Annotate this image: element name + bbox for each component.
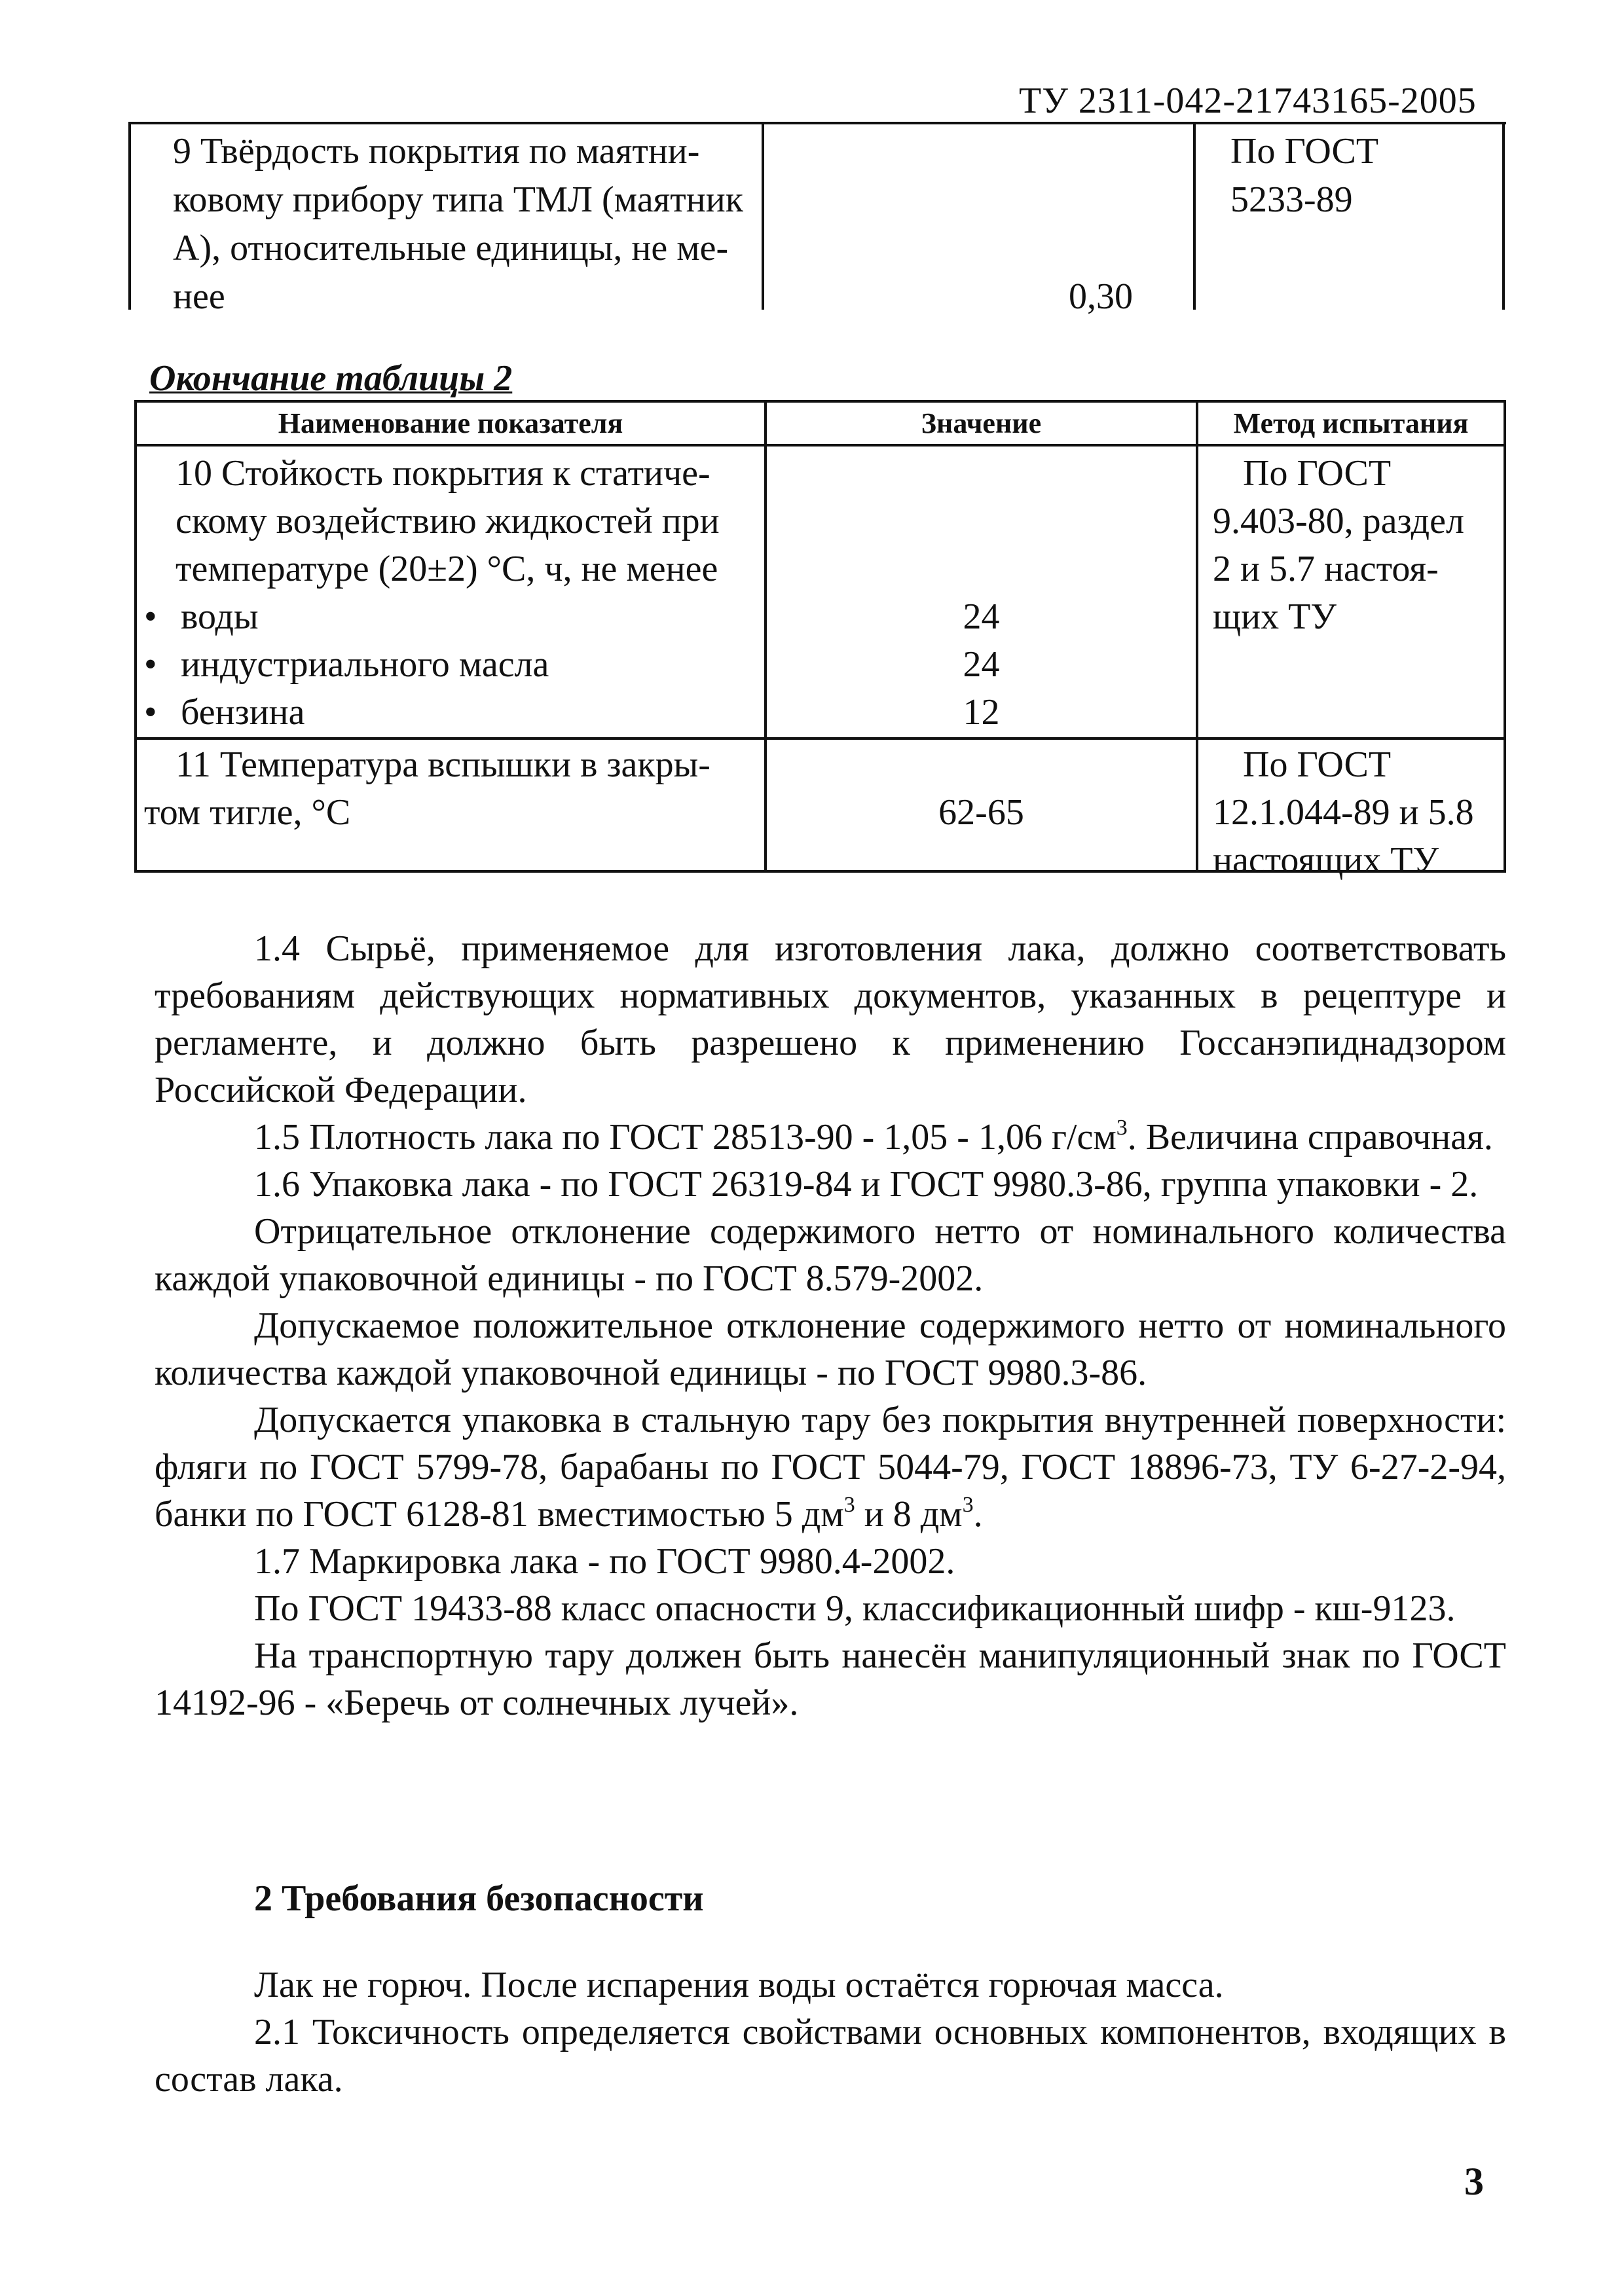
bullet-icon: • bbox=[144, 644, 157, 685]
header-name: Наименование показателя bbox=[278, 407, 623, 439]
bullet-item bbox=[144, 593, 733, 641]
bullet-value: 24 bbox=[963, 644, 1000, 685]
section-title: 2 Требования безопасности bbox=[254, 1878, 704, 1919]
paragraph-1-4: 1.4 Сырьё, применяемое для изготовления лака, должно соответствовать требованиям действующих нормативных документов, указанных в рецептуре и регламенте, и должно быть разрешено к применению Госсанэпиднадзором Российской Федерации. bbox=[155, 928, 1506, 1110]
bullet-item bbox=[144, 641, 733, 689]
table-caption: Окончание таблицы 2 bbox=[149, 358, 513, 399]
paragraph-2-1: 2.1 Токсичность определяется свойствами основных компонентов, входящих в состав лака. bbox=[155, 2012, 1506, 2100]
row-11-method-line: 12.1.044-89 и 5.8 bbox=[1213, 792, 1474, 833]
paragraph-1-7: 1.7 Маркировка лака - по ГОСТ 9980.4-2002. bbox=[254, 1541, 955, 1582]
row-9-name-line: 9 Твёрдость покрытия по маятни- bbox=[173, 131, 700, 172]
body-section-2 bbox=[155, 1961, 1506, 2103]
table-border bbox=[128, 124, 131, 310]
bullet-label: воды bbox=[181, 596, 259, 637]
paragraph-text: . bbox=[973, 1494, 983, 1535]
row-9-method bbox=[1230, 127, 1378, 224]
document-code: ТУ 2311-042-21743165-2005 bbox=[1019, 81, 1477, 121]
row-10-method bbox=[1213, 450, 1501, 641]
row-9-name bbox=[173, 127, 743, 321]
row-10-method-line: 2 и 5.7 настоя- bbox=[1213, 549, 1439, 589]
row-10-method-line: щих ТУ bbox=[1213, 596, 1337, 637]
bullet-label: бензина bbox=[181, 692, 305, 733]
paragraph-hazard-class: По ГОСТ 19433-88 класс опасности 9, классификационный шифр - кш-9123. bbox=[254, 1588, 1456, 1629]
paragraph-net-positive: Допускаемое положительное отклонение содержимого нетто от номинального количества каждой упаковочной единицы - по ГОСТ 9980.3-86. bbox=[155, 1305, 1506, 1393]
row-11-method-line: По ГОСТ bbox=[1243, 744, 1392, 785]
row-11-method bbox=[1213, 741, 1501, 884]
row-11-method-line: настоящих ТУ bbox=[1213, 840, 1439, 881]
header-value: Значение bbox=[921, 407, 1042, 439]
table-border bbox=[762, 124, 764, 310]
paragraph-1-5 bbox=[155, 1114, 1506, 1161]
page-number: 3 bbox=[1464, 2160, 1484, 2203]
row-10-values bbox=[767, 593, 1196, 737]
row-10-method-line: 9.403-80, раздел bbox=[1213, 501, 1464, 541]
table-border bbox=[137, 737, 1504, 740]
row-10-name-line: температуре (20±2) °С, ч, не менее bbox=[175, 549, 718, 589]
row-10-name bbox=[175, 450, 758, 593]
row-11-name-line: том тигле, °С bbox=[144, 792, 351, 833]
table-border bbox=[1196, 403, 1198, 870]
superscript: 3 bbox=[1116, 1116, 1128, 1140]
header-method: Метод испытания bbox=[1233, 407, 1469, 439]
row-10-method-line: По ГОСТ bbox=[1243, 453, 1392, 494]
body-section-1 bbox=[155, 925, 1506, 1726]
row-9-name-line: А), относительные единицы, не ме- bbox=[173, 228, 729, 268]
row-11-name bbox=[144, 741, 758, 837]
table-border bbox=[137, 444, 1504, 446]
paragraph-steel-package bbox=[155, 1396, 1506, 1538]
bullet-icon: • bbox=[144, 596, 157, 637]
bullet-value: 12 bbox=[963, 692, 1000, 733]
row-10-name-line: скому воздействию жидкостей при bbox=[175, 501, 720, 541]
paragraph-flammability: Лак не горюч. После испарения воды остаётся горючая масса. bbox=[254, 1965, 1224, 2005]
table-2 bbox=[134, 400, 1506, 881]
row-9-value: 0,30 bbox=[1069, 276, 1133, 317]
paragraph-text: . Величина справочная. bbox=[1127, 1117, 1493, 1157]
paragraph-text: 1.5 Плотность лака по ГОСТ 28513-90 - 1,05 - 1,06 г/см bbox=[254, 1117, 1116, 1157]
row-9-name-line: нее bbox=[173, 276, 225, 317]
paragraph-text: и 8 дм bbox=[855, 1494, 963, 1535]
table-border bbox=[1502, 124, 1505, 310]
table-border bbox=[1193, 124, 1196, 310]
bullet-icon: • bbox=[144, 692, 157, 733]
paragraph-handling-sign: На транспортную тару должен быть нанесён манипуляционный знак по ГОСТ 14192-96 - «Беречь от солнечных лучей». bbox=[155, 1635, 1506, 1723]
row-10-bullets bbox=[144, 593, 733, 737]
superscript: 3 bbox=[843, 1493, 855, 1517]
row-9-method-line: По ГОСТ bbox=[1230, 131, 1379, 172]
paragraph-net-negative: Отрицательное отклонение содержимого нетто от номинального количества каждой упаковочной единицы - по ГОСТ 8.579-2002. bbox=[155, 1211, 1506, 1299]
table-continuation bbox=[128, 122, 1506, 317]
row-9-name-line: ковому прибору типа ТМЛ (маятник bbox=[173, 179, 743, 220]
row-10-name-line: 10 Стойкость покрытия к статиче- bbox=[175, 453, 710, 494]
row-11-name-line: 11 Температура вспышки в закры- bbox=[175, 744, 710, 785]
bullet-value: 24 bbox=[963, 596, 1000, 637]
paragraph-text: Допускается упаковка в стальную тару без покрытия внутренней поверхности: фляги по ГОСТ 5799-78, барабаны по ГОСТ 5044-79, ГОСТ 18896-73, ТУ 6-27-2-94, банки по ГОСТ 6128-81 вместимостью 5 дм bbox=[155, 1400, 1506, 1535]
bullet-label: индустриального масла bbox=[181, 644, 549, 685]
bullet-item bbox=[144, 689, 733, 737]
paragraph-1-6: 1.6 Упаковка лака - по ГОСТ 26319-84 и ГОСТ 9980.3-86, группа упаковки - 2. bbox=[254, 1164, 1479, 1205]
row-11-value: 62-65 bbox=[938, 792, 1024, 833]
superscript: 3 bbox=[962, 1493, 974, 1517]
row-9-method-line: 5233-89 bbox=[1230, 179, 1353, 220]
